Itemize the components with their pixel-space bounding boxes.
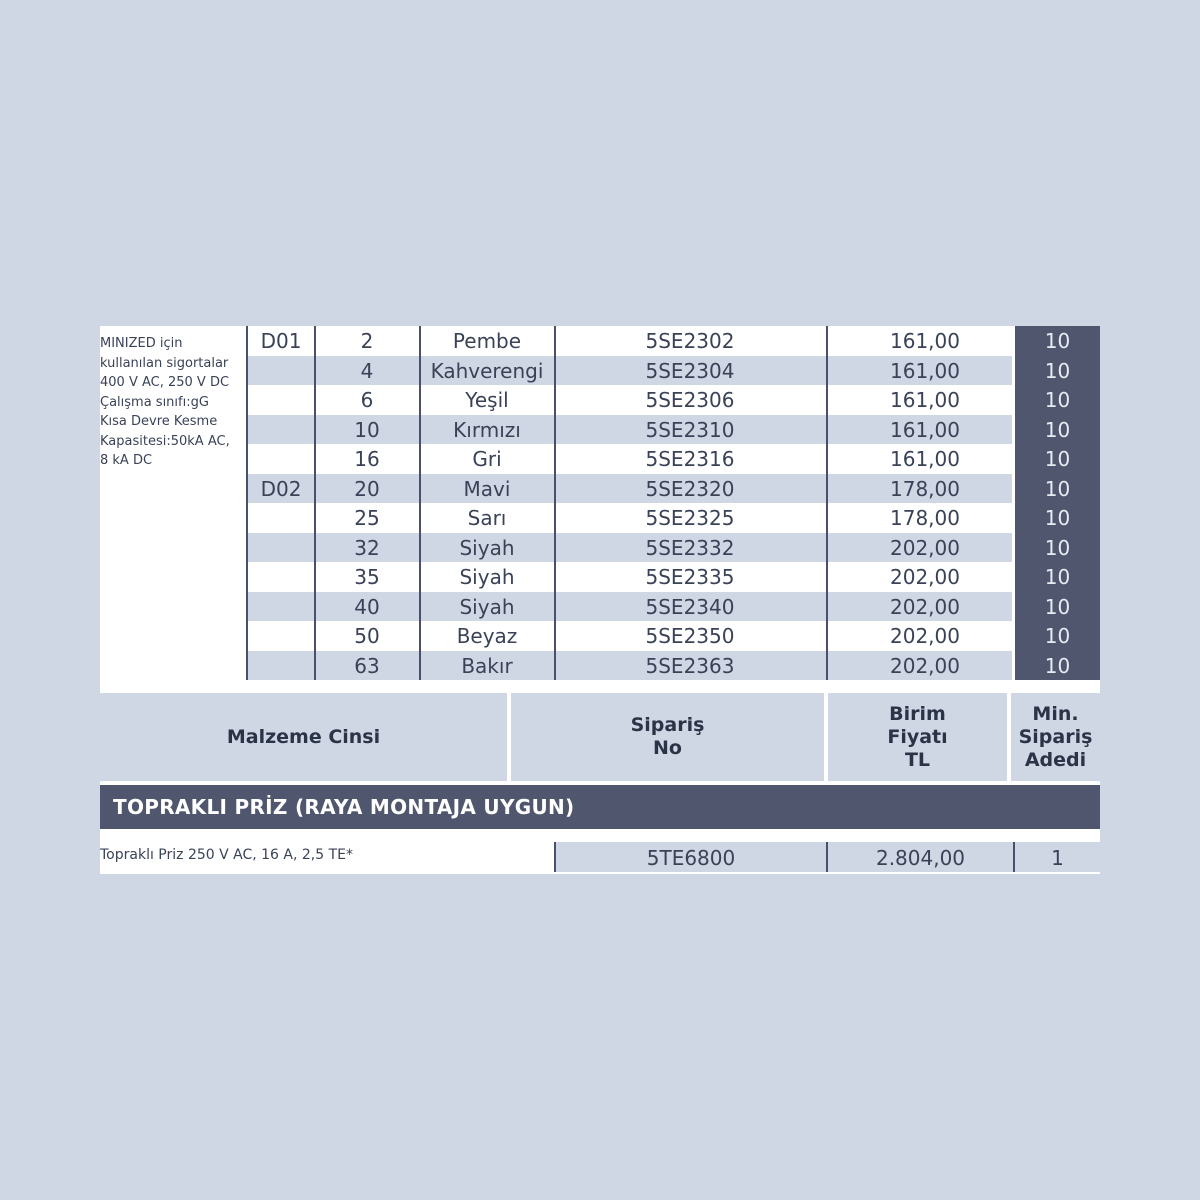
table-row — [247, 474, 1012, 504]
fuse-size — [249, 621, 313, 651]
fuse-color: Yeşil — [465, 388, 509, 412]
fuse-size — [249, 651, 313, 681]
header-min-line: Adedi — [1024, 748, 1087, 771]
header-unit-price — [828, 693, 1007, 781]
header-material — [100, 693, 507, 781]
order-code: 5SE2340 — [645, 594, 735, 619]
header-price-line: Fiyatı — [887, 725, 948, 748]
fuse-color: Kahverengi — [430, 358, 544, 383]
unit-price: 161,00 — [890, 447, 960, 471]
table-row — [247, 385, 1012, 415]
header-order-no-line: Sipariş — [630, 714, 705, 736]
table-row — [247, 326, 1012, 356]
order-code: 5SE2316 — [645, 447, 735, 471]
product-min-order: 1 — [1015, 842, 1100, 872]
fuse-color: Siyah — [459, 565, 515, 589]
fuse-rating: 40 — [354, 594, 380, 619]
unit-price: 161,00 — [890, 329, 960, 353]
min-order-qty: 10 — [1044, 565, 1071, 589]
header-material-label: Malzeme Cinsi — [226, 725, 381, 748]
fuse-rating: 32 — [354, 535, 380, 560]
order-code: 5SE2320 — [645, 476, 735, 501]
fuse-size — [249, 592, 313, 622]
unit-price: 202,00 — [890, 624, 960, 648]
header-min-line: Min. — [1032, 702, 1079, 725]
fuse-color: Gri — [472, 447, 502, 471]
fuse-color: Siyah — [459, 594, 515, 619]
unit-price: 161,00 — [890, 388, 960, 412]
min-order-qty: 10 — [1044, 506, 1071, 530]
fuse-size — [249, 503, 313, 533]
unit-price: 202,00 — [890, 565, 960, 589]
fuse-color: Pembe — [452, 329, 522, 353]
min-order-qty: 10 — [1044, 624, 1071, 648]
fuse-rating: 2 — [360, 329, 374, 353]
header-order-no — [511, 693, 824, 781]
unit-price: 161,00 — [890, 417, 960, 442]
fuse-rating: 4 — [360, 358, 374, 383]
order-code: 5SE2302 — [645, 329, 735, 353]
column-divider — [246, 326, 248, 680]
table-row — [247, 621, 1012, 651]
min-order-qty: 10 — [1044, 388, 1071, 412]
order-code: 5SE2335 — [645, 565, 735, 589]
fuse-description-line: Çalışma sınıfı:gG — [100, 394, 209, 410]
column-divider — [419, 326, 421, 680]
fuse-rating: 25 — [354, 506, 380, 530]
fuse-size — [249, 356, 313, 386]
fuse-rating: 16 — [354, 447, 380, 471]
section-title: TOPRAKLI PRİZ (RAYA MONTAJA UYGUN) — [100, 785, 1100, 829]
column-divider — [826, 326, 828, 680]
order-code: 5SE2350 — [645, 624, 735, 648]
fuse-rating: 6 — [360, 388, 374, 412]
order-code: 5SE2310 — [645, 417, 735, 442]
min-order-qty: 10 — [1044, 417, 1071, 442]
fuse-description-line: 400 V AC, 250 V DC — [100, 375, 230, 390]
header-order-no-line: No — [653, 737, 682, 759]
fuse-size — [249, 562, 313, 592]
unit-price: 202,00 — [890, 535, 960, 560]
fuse-rating: 50 — [354, 624, 380, 648]
product-description: Topraklı Priz 250 V AC, 16 A, 2,5 TE* — [100, 847, 353, 863]
fuse-size — [249, 444, 313, 474]
fuse-rating: 63 — [354, 653, 380, 678]
fuse-size — [249, 385, 313, 415]
fuse-description-line: 8 kA DC — [100, 453, 153, 468]
fuse-description-line: MINIZED için — [100, 336, 183, 351]
fuse-size — [249, 533, 313, 563]
order-code: 5SE2325 — [645, 506, 735, 530]
fuse-size: D01 — [260, 329, 302, 353]
fuse-color: Sarı — [467, 506, 507, 530]
unit-price: 178,00 — [890, 506, 960, 530]
table-row — [247, 533, 1012, 563]
min-order-qty: 10 — [1044, 447, 1071, 471]
fuse-rating: 10 — [354, 417, 380, 442]
table-row — [247, 562, 1012, 592]
unit-price: 161,00 — [890, 358, 960, 383]
min-order-column — [1015, 326, 1100, 680]
min-order-qty: 10 — [1044, 594, 1071, 619]
product-order-code: 5TE6800 — [556, 842, 826, 872]
fuse-color: Kırmızı — [453, 417, 521, 442]
fuse-description-line: Kapasitesi:50kA AC, — [100, 433, 230, 449]
header-price-line: Birim — [889, 702, 946, 725]
table-row — [247, 651, 1012, 681]
product-price: 2.804,00 — [828, 842, 1013, 872]
column-divider — [314, 326, 316, 680]
min-order-qty: 10 — [1044, 653, 1071, 678]
unit-price: 178,00 — [890, 476, 960, 501]
min-order-qty: 10 — [1044, 476, 1071, 501]
header-min-line: Sipariş — [1018, 725, 1093, 748]
order-code: 5SE2363 — [645, 653, 735, 678]
fuse-description-line: kullanılan sigortalar — [100, 355, 229, 371]
fuse-size — [249, 415, 313, 445]
table-row — [247, 415, 1012, 445]
fuse-description-line: Kısa Devre Kesme — [100, 414, 218, 429]
fuse-color: Beyaz — [456, 624, 518, 648]
order-code: 5SE2304 — [645, 358, 735, 383]
fuse-rating: 20 — [354, 476, 380, 501]
table-row — [247, 592, 1012, 622]
min-order-qty: 10 — [1044, 535, 1071, 560]
min-order-qty: 10 — [1044, 329, 1071, 353]
unit-price: 202,00 — [890, 653, 960, 678]
order-code: 5SE2332 — [645, 535, 735, 560]
fuse-color: Bakır — [461, 653, 513, 678]
fuse-color: Mavi — [463, 476, 511, 501]
order-code: 5SE2306 — [645, 388, 735, 412]
header-price-line: TL — [904, 748, 931, 771]
table-row — [247, 503, 1012, 533]
min-order-qty: 10 — [1044, 358, 1071, 383]
price-list-sheet — [100, 326, 1100, 874]
unit-price: 202,00 — [890, 594, 960, 619]
fuse-size: D02 — [260, 476, 302, 501]
table-row — [247, 444, 1012, 474]
fuse-color: Siyah — [459, 535, 515, 560]
column-divider — [554, 326, 556, 680]
header-min-order — [1011, 693, 1100, 781]
fuse-rating: 35 — [354, 565, 380, 589]
table-row — [247, 356, 1012, 386]
fuse-description — [100, 334, 246, 471]
